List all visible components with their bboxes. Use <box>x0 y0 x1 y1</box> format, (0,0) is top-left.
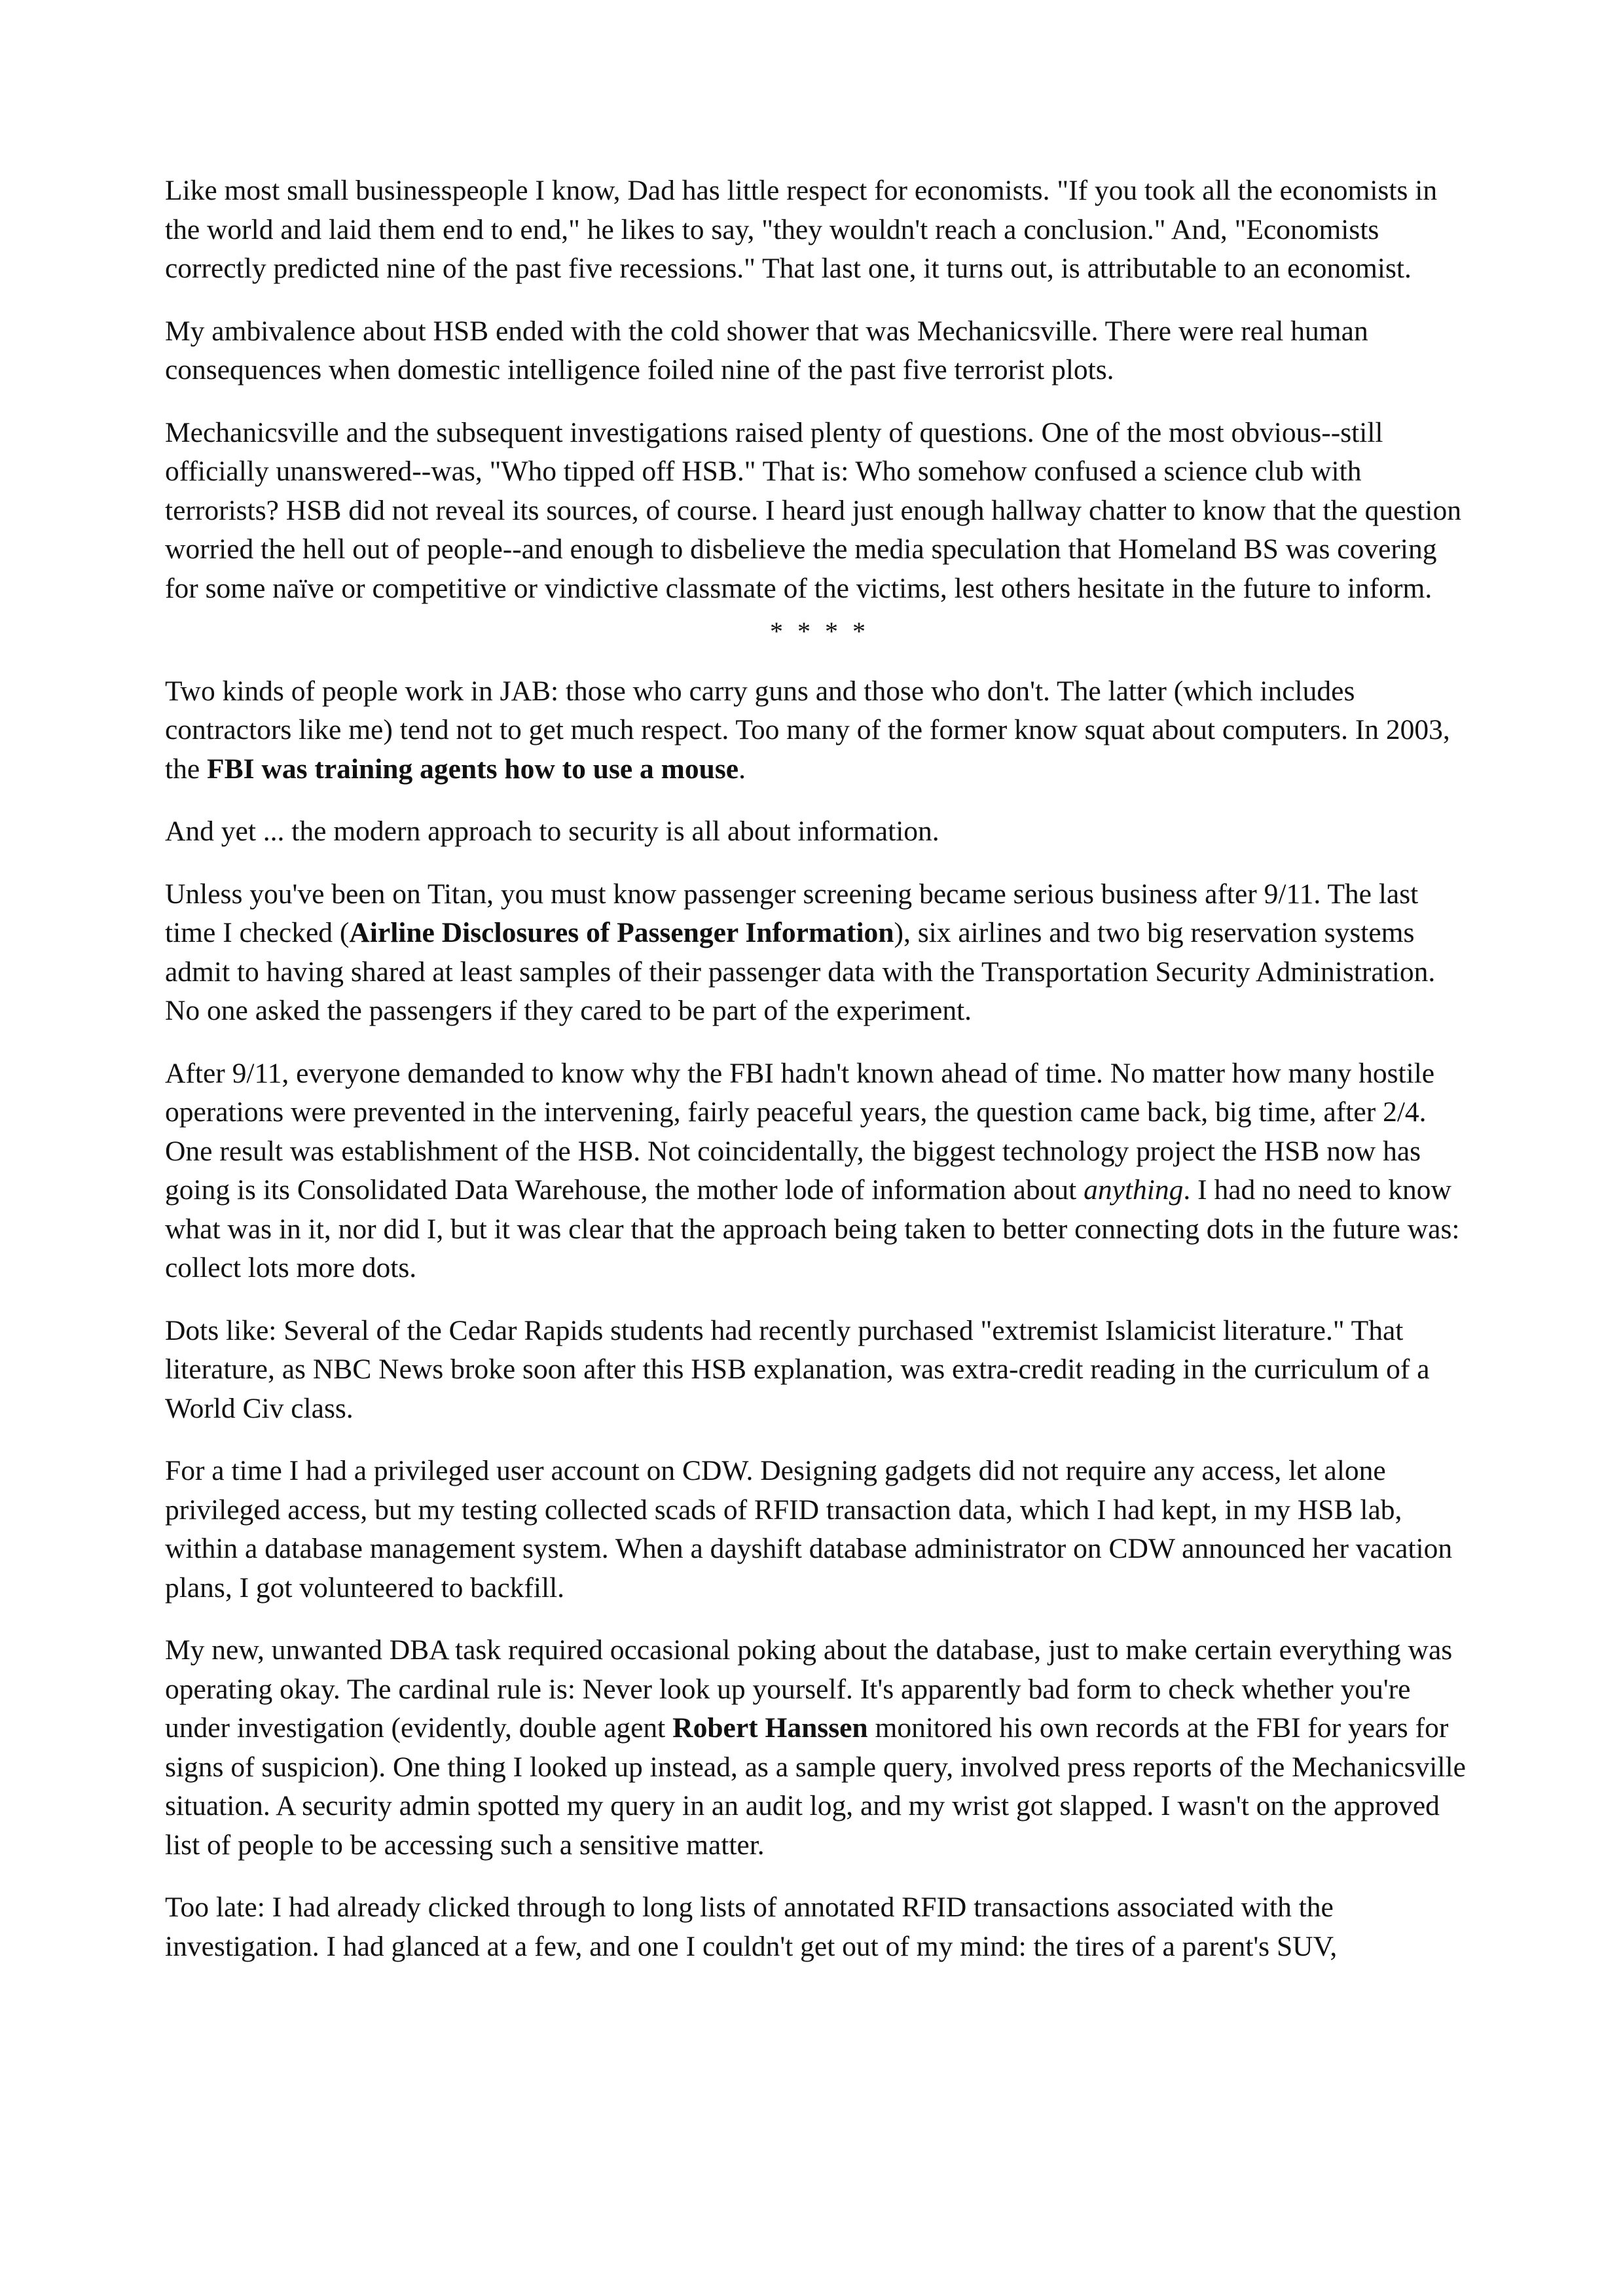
fbi-mouse-link[interactable]: FBI was training agents how to use a mouse <box>207 753 739 785</box>
document-page <box>165 171 1474 1990</box>
paragraph-screening-text: Unless you've been on Titan, you must know passenger screening became serious business after 9/11. The last time I checked ( <box>165 878 1419 948</box>
paragraph-after-911-text: After 9/11, everyone demanded to know why the FBI hadn't known ahead of time. No matter how many hostile operations were prevented in the intervening, fairly peaceful years, the question came back, big time, after 2/4. One result was establishment of the HSB. Not coincidentally, the biggest technology project the HSB now has going is its Consolidated Data Warehouse, the mother lode of information about <box>165 1057 1435 1206</box>
paragraph-screening <box>165 875 1474 1031</box>
anything-emphasis: anything <box>1084 1174 1184 1206</box>
paragraph-information: And yet ... the modern approach to security is all about information. <box>165 816 939 847</box>
paragraph-jab-end: . <box>739 753 746 785</box>
paragraph-dba-task <box>165 1631 1474 1865</box>
robert-hanssen-link[interactable]: Robert Hanssen <box>672 1712 868 1744</box>
paragraph-dba-end: monitored his own records at the FBI for years for signs of suspicion). One thing I looked up instead, as a sample query, involved press reports of the Mechanicsville situation. A security admin spotted my query in an audit log, and my wrist got slapped. I wasn't on the approved list of people to be accessing such a sensitive matter. <box>165 1712 1466 1861</box>
paragraph-economists: Like most small businesspeople I know, Dad has little respect for economists. "If you took all the economists in the world and laid them end to end," he likes to say, "they wouldn't reach a conclusion." And, "Economists correctly predicted nine of the past five recessions." That last one, it turns out, is attributable to an economist. <box>165 175 1438 284</box>
paragraph-mechanicsville: Mechanicsville and the subsequent investigations raised plenty of questions. One of the most obvious--still officially unanswered--was, "Who tipped off HSB." That is: Who somehow confused a science club with terrorists? HSB did not reveal its sources, of course. I heard just enough hallway chatter to know that the question worried the hell out of people--and enough to disbelieve the media speculation that Homeland BS was covering for some naïve or competitive or vindictive classmate of the victims, lest others hesitate in the future to inform. <box>165 416 1461 604</box>
paragraph-jab-text: Two kinds of people work in JAB: those who carry guns and those who don't. The latter (which includes contractors like me) tend not to get much respect. Too many of the former know squat about computers. In 2003, the <box>165 675 1450 785</box>
airline-disclosures-link[interactable]: Airline Disclosures of Passenger Information <box>349 917 894 948</box>
paragraph-screening-end: ), six airlines and two big reservation systems admit to having shared at least samples of their passenger data with the Transportation Security Administration. No one asked the passengers if they cared to be part of the experiment. <box>165 917 1436 1026</box>
section-separator: * * * * <box>770 617 869 646</box>
paragraph-too-late: Too late: I had already clicked through to long lists of annotated RFID transactions associated with the investigation. I had glanced at a few, and one I couldn't get out of my mind: the tires of a parent's SUV, <box>165 1892 1338 1962</box>
paragraph-jab <box>165 672 1474 789</box>
paragraph-ambivalence: My ambivalence about HSB ended with the cold shower that was Mechanicsville. There were real human consequences when domestic intelligence foiled nine of the past five terrorist plots. <box>165 315 1368 386</box>
paragraph-cdw-account: For a time I had a privileged user account on CDW. Designing gadgets did not require any access, let alone privileged access, but my testing collected scads of RFID transaction data, which I had kept, in my HSB lab, within a database management system. When a dayshift database administrator on CDW announced her vacation plans, I got volunteered to backfill. <box>165 1455 1453 1604</box>
paragraph-after-911 <box>165 1054 1474 1288</box>
paragraph-after-911-end: . I had no need to know what was in it, nor did I, but it was clear that the approach being taken to better connecting dots in the future was: collect lots more dots. <box>165 1174 1460 1283</box>
paragraph-dba-text: My new, unwanted DBA task required occasional poking about the database, just to make certain everything was operating okay. The cardinal rule is: Never look up yourself. It's apparently bad form to check whether you're under investigation (evidently, double agent <box>165 1634 1453 1744</box>
paragraph-dots: Dots like: Several of the Cedar Rapids students had recently purchased "extremist Islamicist literature." That literature, as NBC News broke soon after this HSB explanation, was extra-credit reading in the curriculum of a World Civ class. <box>165 1314 1430 1424</box>
